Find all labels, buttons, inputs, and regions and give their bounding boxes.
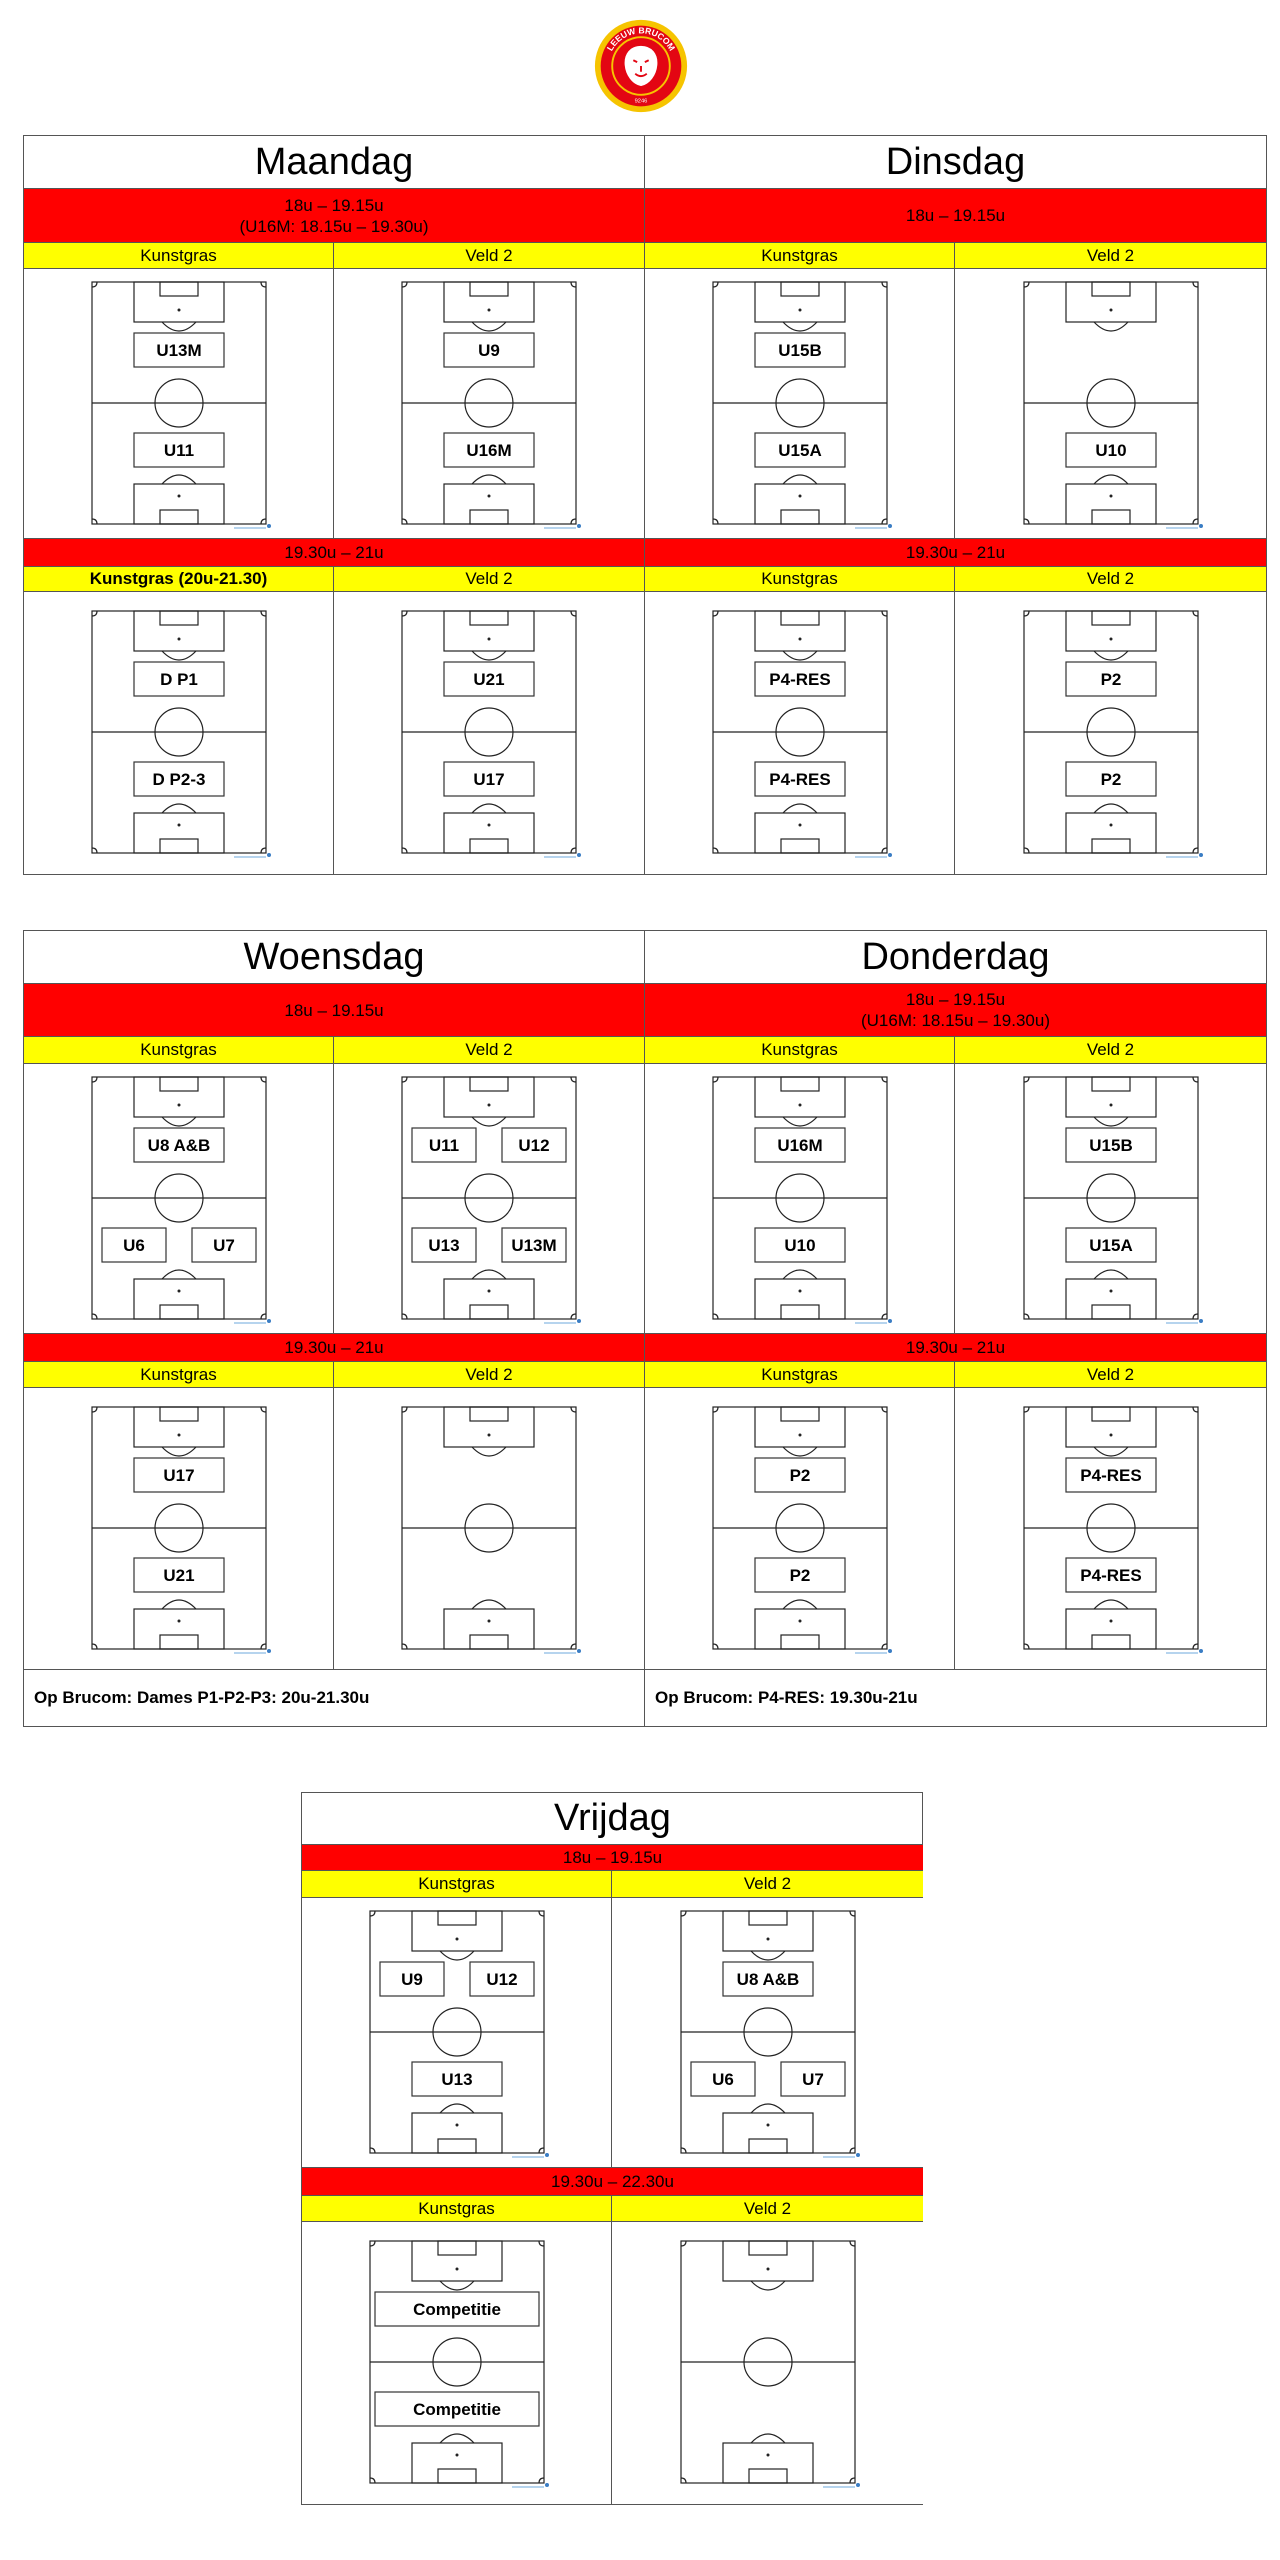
team-label [755, 1558, 845, 1592]
team-label [134, 433, 224, 467]
pitch-cell [24, 1388, 334, 1670]
field-name: Kunstgras [645, 1037, 955, 1064]
field-name: Veld 2 [334, 567, 645, 592]
pitch-cell [334, 592, 645, 874]
pitch-cell [302, 2222, 612, 2504]
team-label-text: U13M [155, 340, 202, 360]
soccer-pitch [1016, 278, 1206, 530]
field-name: Veld 2 [955, 567, 1266, 592]
soccer-pitch [84, 607, 274, 859]
player-icon [1199, 853, 1203, 857]
team-label-text: Competitie [412, 2300, 501, 2319]
team-label [134, 1128, 224, 1162]
team-label-text: U15A [777, 440, 822, 460]
pitch-cell [955, 592, 1266, 874]
player-icon [267, 1649, 271, 1653]
soccer-pitch [705, 278, 895, 530]
player-icon [577, 853, 581, 857]
field-name: Kunstgras [645, 567, 955, 592]
time-band-dinsdag-early: 18u – 19.15u [645, 189, 1266, 243]
pitch-cell [612, 1898, 923, 2168]
field-name: Veld 2 [334, 1037, 645, 1064]
field-name: Kunstgras [302, 1871, 612, 1898]
field-name: Veld 2 [334, 243, 645, 269]
team-label [134, 662, 224, 696]
team-label-text: P2 [1100, 670, 1121, 689]
team-label [755, 662, 845, 696]
soccer-pitch [1016, 1403, 1206, 1655]
time-band-maandag-early: 18u – 19.15u (U16M: 18.15u – 19.30u) [24, 189, 645, 243]
day-title-woensdag: Woensdag [24, 931, 645, 984]
field-name: Veld 2 [955, 1362, 1266, 1388]
team-label [444, 762, 534, 796]
pitch-cell [955, 1388, 1266, 1670]
team-label [1066, 1558, 1156, 1592]
team-label [1066, 433, 1156, 467]
schedule-block-mon-tue [23, 135, 1267, 875]
team-label [1066, 1128, 1156, 1162]
soccer-pitch [394, 1073, 584, 1325]
pitch-cell [955, 269, 1266, 539]
soccer-pitch [84, 1403, 274, 1655]
note-donderdag: Op Brucom: P4-RES: 19.30u-21u [655, 1688, 918, 1707]
field-name: Kunstgras [645, 243, 955, 269]
team-label-text: U6 [711, 2069, 734, 2089]
note-woensdag: Op Brucom: Dames P1-P2-P3: 20u-21.30u [24, 1670, 645, 1726]
team-label-text: Competitie [412, 2400, 501, 2419]
player-icon [888, 853, 892, 857]
pitch-cell [24, 1064, 334, 1334]
team-label-text: P2 [789, 1565, 810, 1585]
team-label-text: P4-RES [768, 670, 831, 689]
field-name: Kunstgras [24, 243, 334, 269]
team-label-text: U8 A&B [147, 1135, 210, 1155]
time-band-vrijdag-early: 18u – 19.15u [302, 1845, 923, 1871]
time-band-maandag-late: 19.30u – 21u [24, 539, 645, 567]
field-name: Kunstgras [24, 1362, 334, 1388]
team-label-text: U6 [122, 1235, 145, 1255]
team-label-text: U9 [400, 1969, 423, 1989]
pitch-cell [334, 269, 645, 539]
team-label-text: U12 [485, 1969, 518, 1989]
team-label [755, 1228, 845, 1262]
player-icon [267, 1319, 271, 1323]
team-label-text: U10 [1094, 440, 1127, 460]
team-label [1066, 1458, 1156, 1492]
field-name: Kunstgras [645, 1362, 955, 1388]
field-name: Veld 2 [334, 1362, 645, 1388]
team-label [134, 333, 224, 367]
team-label-text: U17 [162, 1465, 195, 1485]
soccer-pitch [673, 2237, 863, 2489]
pitch-cell [334, 1064, 645, 1334]
team-label [755, 1128, 845, 1162]
time-band-donderdag-late: 19.30u – 21u [645, 1334, 1266, 1362]
team-label [444, 433, 534, 467]
day-title-maandag: Maandag [24, 136, 645, 189]
pitch-cell [645, 269, 955, 539]
pitch-cell [645, 1064, 955, 1334]
soccer-pitch [362, 1907, 552, 2159]
team-label [444, 333, 534, 367]
player-icon [888, 524, 892, 528]
time-band-woensdag-late: 19.30u – 21u [24, 1334, 645, 1362]
soccer-pitch [1016, 607, 1206, 859]
player-icon [545, 2483, 549, 2487]
player-icon [577, 524, 581, 528]
team-label [502, 1128, 566, 1162]
pitch-cell [24, 592, 334, 874]
svg-text:9246: 9246 [634, 98, 648, 105]
team-label-text: U11 [428, 1135, 460, 1155]
team-label-text: U13M [511, 1235, 557, 1255]
player-icon [267, 524, 271, 528]
team-label [375, 2392, 539, 2426]
player-icon [888, 1319, 892, 1323]
day-title-vrijdag: Vrijdag [302, 1793, 923, 1845]
soccer-pitch [705, 1073, 895, 1325]
player-icon [267, 853, 271, 857]
soccer-pitch [84, 1073, 274, 1325]
team-label [502, 1228, 566, 1262]
team-label [691, 2062, 755, 2096]
pitch-cell [334, 1388, 645, 1670]
field-name: Kunstgras (20u-21.30) [24, 567, 334, 592]
team-label-text: U13 [440, 2069, 473, 2089]
team-label-text: U21 [162, 1565, 195, 1585]
team-label [1066, 762, 1156, 796]
player-icon [888, 1649, 892, 1653]
soccer-pitch [673, 1907, 863, 2159]
team-label [412, 1128, 476, 1162]
soccer-pitch [394, 607, 584, 859]
team-label-text: D P2-3 [152, 770, 205, 789]
field-name: Veld 2 [612, 1871, 923, 1898]
soccer-pitch [705, 1403, 895, 1655]
player-icon [856, 2483, 860, 2487]
soccer-pitch [394, 1403, 584, 1655]
team-label-text: U15B [777, 340, 822, 360]
team-label [375, 2292, 539, 2326]
team-label-text: P4-RES [1079, 1565, 1142, 1585]
team-label-text: D P1 [159, 670, 198, 689]
field-name: Veld 2 [612, 2196, 923, 2222]
svg-text:LEEUW BRUCOM: LEEUW BRUCOM [604, 25, 678, 53]
team-label-text: U8 A&B [736, 1969, 799, 1989]
team-label-text: U10 [783, 1235, 816, 1255]
team-label [755, 333, 845, 367]
team-label [755, 762, 845, 796]
team-label-text: U21 [473, 670, 505, 689]
team-label [470, 1962, 534, 1996]
team-label-text: P2 [1100, 770, 1121, 789]
pitch-cell [645, 1388, 955, 1670]
team-label-text: U9 [478, 340, 500, 360]
team-label-text: U16M [776, 1135, 823, 1155]
player-icon [856, 2153, 860, 2157]
team-label [102, 1228, 166, 1262]
time-band-dinsdag-late: 19.30u – 21u [645, 539, 1266, 567]
team-label [1066, 1228, 1156, 1262]
player-icon [1199, 524, 1203, 528]
pitch-cell [645, 592, 955, 874]
soccer-pitch [394, 278, 584, 530]
pitch-cell [955, 1064, 1266, 1334]
team-label [444, 662, 534, 696]
team-label-text: U15A [1088, 1235, 1133, 1255]
team-label-text: U13 [428, 1235, 460, 1255]
day-title-donderdag: Donderdag [645, 931, 1266, 984]
team-label [781, 2062, 845, 2096]
field-name: Kunstgras [24, 1037, 334, 1064]
team-label-text: P4-RES [1079, 1465, 1142, 1485]
schedule-block-fri [301, 1792, 923, 2505]
team-label-text: U16M [466, 440, 512, 460]
team-label [134, 1458, 224, 1492]
team-label-text: U15B [1088, 1135, 1133, 1155]
soccer-pitch [1016, 1073, 1206, 1325]
club-logo [593, 18, 689, 114]
team-label [755, 1458, 845, 1492]
team-label-text: U7 [212, 1235, 235, 1255]
schedule-block-wed-thu [23, 930, 1267, 1727]
soccer-pitch [362, 2237, 552, 2489]
team-label [412, 2062, 502, 2096]
time-band-vrijdag-late: 19.30u – 22.30u [302, 2168, 923, 2196]
pitch-cell [302, 1898, 612, 2168]
time-band-donderdag-early: 18u – 19.15u (U16M: 18.15u – 19.30u) [645, 984, 1266, 1037]
player-icon [577, 1649, 581, 1653]
player-icon [577, 1319, 581, 1323]
team-label [412, 1228, 476, 1262]
pitch-cell [612, 2222, 923, 2504]
team-label-text: U17 [473, 770, 505, 789]
team-label [134, 1558, 224, 1592]
soccer-pitch [84, 278, 274, 530]
field-name: Kunstgras [302, 2196, 612, 2222]
team-label-text: P2 [789, 1465, 810, 1485]
team-label-text: U11 [163, 440, 194, 460]
player-icon [1199, 1649, 1203, 1653]
team-label [723, 1962, 813, 1996]
team-label [134, 762, 224, 796]
team-label [1066, 662, 1156, 696]
field-name: Veld 2 [955, 243, 1266, 269]
team-label-text: U7 [801, 2069, 824, 2089]
team-label [192, 1228, 256, 1262]
pitch-cell [24, 269, 334, 539]
time-band-woensdag-early: 18u – 19.15u [24, 984, 645, 1037]
team-label-text: U12 [518, 1135, 550, 1155]
team-label-text: P4-RES [768, 770, 831, 789]
day-title-dinsdag: Dinsdag [645, 136, 1266, 189]
team-label [755, 433, 845, 467]
player-icon [1199, 1319, 1203, 1323]
player-icon [545, 2153, 549, 2157]
team-label [380, 1962, 444, 1996]
soccer-pitch [705, 607, 895, 859]
field-name: Veld 2 [955, 1037, 1266, 1064]
